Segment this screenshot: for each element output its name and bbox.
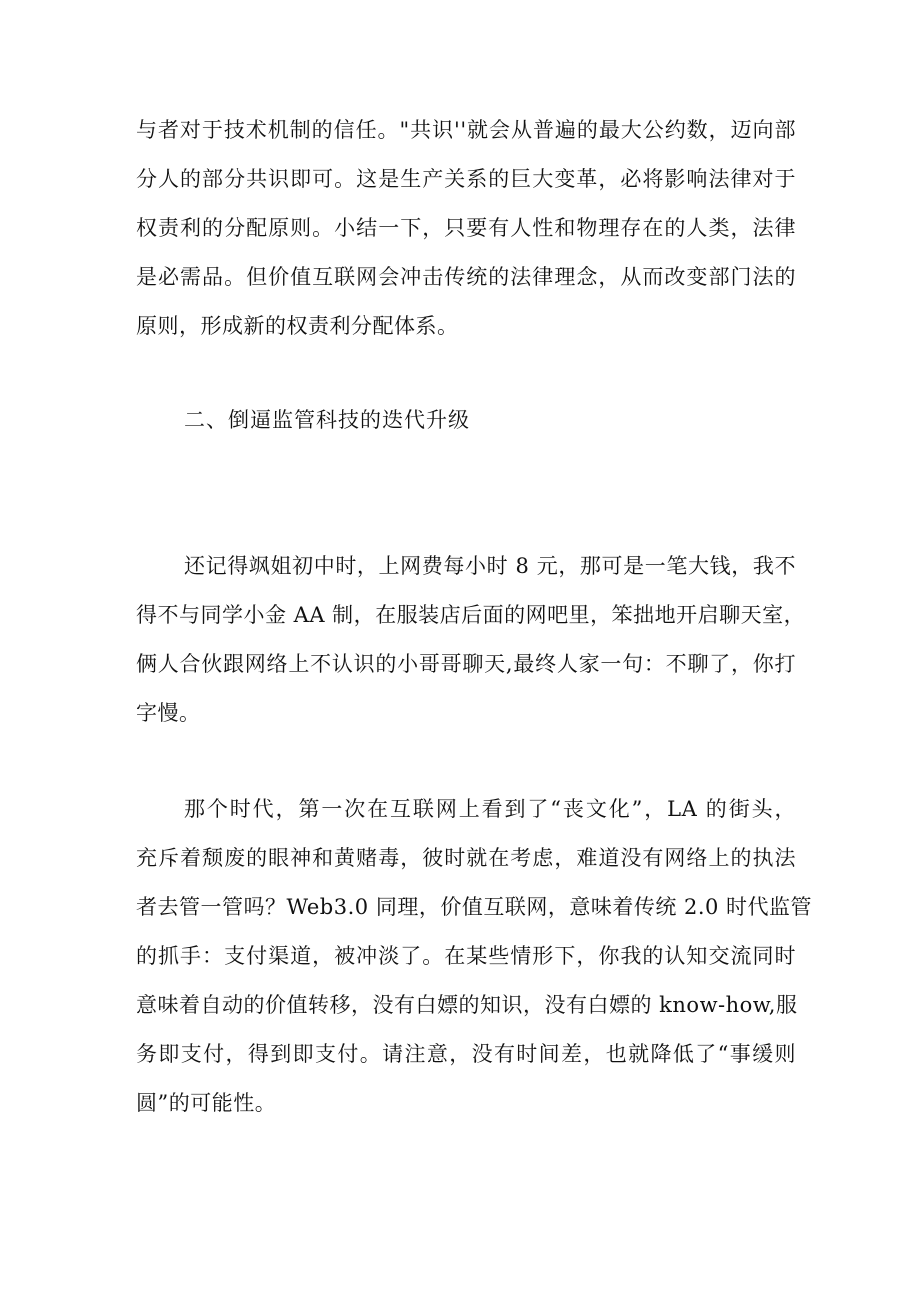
- paragraph-1-line-5: 原则，形成新的权责利分配体系。: [136, 314, 459, 338]
- paragraph-3-line-3: 者去管一管吗？Web3.0 同理，价值互联网，意味着传统 2.0 时代监管: [136, 895, 813, 919]
- paragraph-3-line-7: 圆”的可能性。: [136, 1091, 277, 1115]
- paragraph-2-line-1: 还记得飒姐初中时，上网费每小时 8 元，那可是一笔大钱，我不: [184, 554, 796, 578]
- section-heading: 二、倒逼监管科技的迭代升级: [184, 408, 470, 432]
- paragraph-1-line-4: 是必需品。但价值互联网会冲击传统的法律理念，从而改变部门法的: [136, 265, 796, 289]
- paragraph-1-line-1: 与者对于技术机制的信任。"共识''就会从普遍的最大公约数，迈向部: [136, 118, 796, 142]
- paragraph-3-line-4: 的抓手：支付渠道，被冲淡了。在某些情形下，你我的认知交流同时: [136, 944, 796, 968]
- paragraph-1-line-2: 分人的部分共识即可。这是生产关系的巨大变革，必将影响法律对于: [136, 167, 796, 191]
- paragraph-2-line-2: 得不与同学小金 AA 制，在服装店后面的网吧里，笨拙地开启聊天室，: [136, 603, 806, 627]
- paragraph-3-line-6: 务即支付，得到即支付。请注意，没有时间差，也就降低了“事缓则: [136, 1042, 796, 1066]
- paragraph-2-line-4: 字慢。: [136, 701, 201, 725]
- paragraph-3-line-1: 那个时代，第一次在互联网上看到了“丧文化”，LA 的街头，: [184, 797, 796, 821]
- paragraph-2-line-3: 俩人合伙跟网络上不认识的小哥哥聊天,最终人家一句：不聊了，你打: [136, 652, 796, 676]
- paragraph-3-line-2: 充斥着颓废的眼神和黄赌毒，彼时就在考虑，难道没有网络上的执法: [136, 846, 796, 870]
- paragraph-1-line-3: 权责利的分配原则。小结一下，只要有人性和物理存在的人类，法律: [136, 216, 796, 240]
- paragraph-3-line-5: 意味着自动的价值转移，没有白嫖的知识，没有白嫖的 know-how,服: [136, 993, 798, 1017]
